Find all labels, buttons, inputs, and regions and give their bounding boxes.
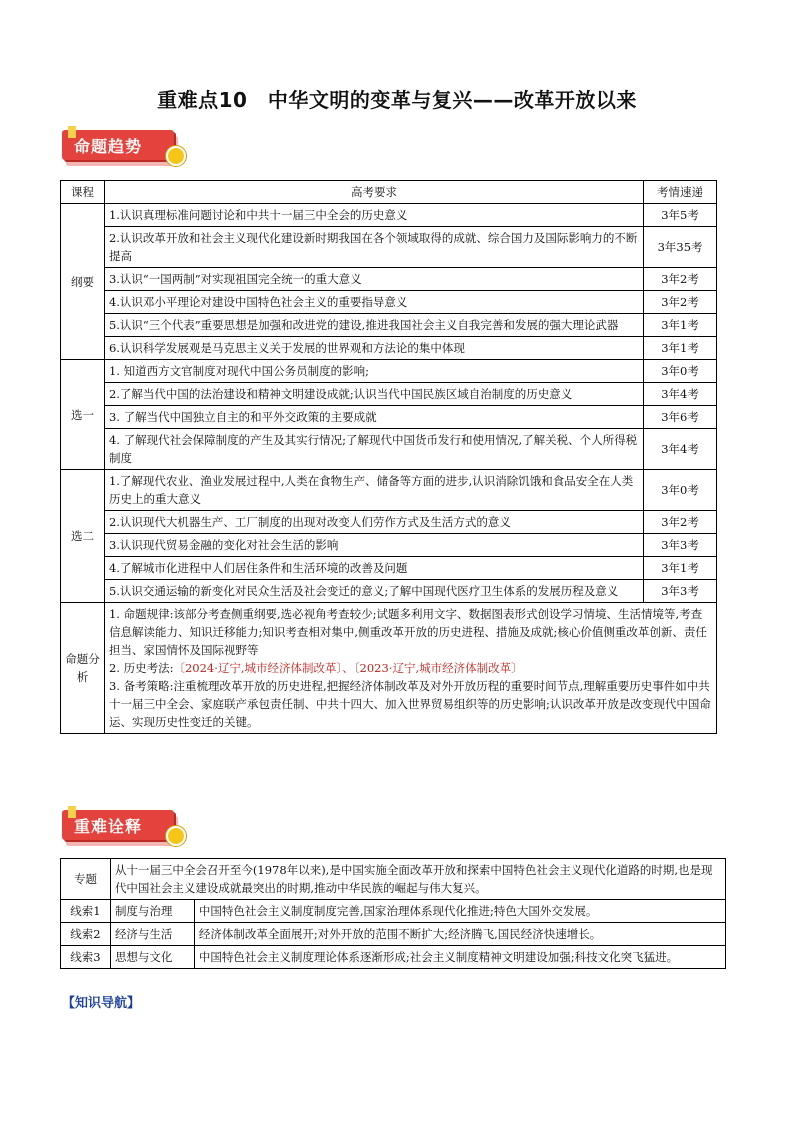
header-count: 考情速递	[644, 181, 717, 204]
analysis-row	[61, 603, 717, 734]
knowledge-nav-heading: 【知识导航】	[62, 996, 141, 1011]
count-cell: 3年4考	[644, 383, 717, 406]
count-cell: 3年6考	[644, 406, 717, 429]
clue-label: 线索1	[61, 900, 111, 923]
clue-row	[61, 946, 726, 969]
analysis-strategy: 3. 备考策略:注重梳理改革开放的历史进程,把握经济体制改革及对外开放历程的重要时间节点,理解重要历史事件如中共十一届三中全会、家庭联产承包责任制、中共十四大、加入世界贸易组织等的历史影响;认识改革开放是改变现代中国命运、实现历史性变迁的关键。	[108, 679, 711, 729]
section-banner-trend	[62, 128, 190, 168]
section-label: 重难诠释	[74, 817, 143, 836]
analysis-method	[109, 659, 712, 677]
topic-text: 从十一届三中全会召开至今(1978年以来),是中国实施全面改革开放和探索中国特色社会主义现代化道路的时期,也是现代中国社会主义建设成就最突出的时期,推动中华民族的崛起与伟大复兴。	[110, 859, 725, 900]
count-cell: 3年35考	[644, 227, 717, 268]
count-cell: 3年2考	[644, 268, 717, 291]
requirement-cell: 6.认识科学发展观是马克思主义关于发展的世界观和方法论的集中体现	[104, 337, 643, 360]
table-header-row	[61, 181, 717, 204]
table-row	[61, 470, 717, 511]
table-row	[61, 227, 717, 268]
requirement-cell: 2.了解当代中国的法治建设和精神文明建设成就;认识当代中国民族区域自治制度的历史意义	[104, 383, 643, 406]
requirement-cell: 1. 知道西方文官制度对现代中国公务员制度的影响;	[104, 360, 643, 383]
circle-badge-icon	[166, 146, 186, 166]
count-cell: 3年4考	[644, 429, 717, 470]
group-label: 纲要	[61, 204, 105, 360]
clue-name: 制度与治理	[110, 900, 194, 923]
requirement-cell: 4. 了解现代社会保障制度的产生及其实行情况;了解现代中国货币发行和使用情况,了解关税、个人所得税制度	[104, 429, 643, 470]
analysis-method-highlight: 〔2024·辽宁,城市经济体制改革〕、〔2023·辽宁,城市经济体制改革〕	[173, 661, 523, 675]
requirement-cell: 2.认识改革开放和社会主义现代化建设新时期我国在各个领域取得的成就、综合国力及国际影响力的不断提高	[104, 227, 643, 268]
requirement-cell: 4.认识邓小平理论对建设中国特色社会主义的重要指导意义	[104, 291, 643, 314]
clue-text: 中国特色社会主义制度理论体系逐渐形成;社会主义制度精神文明建设加强;科技文化突飞猛进。	[194, 946, 725, 969]
table-row	[61, 511, 717, 534]
analysis-method-label: 2. 历史考法:	[108, 661, 174, 675]
count-cell: 3年3考	[644, 580, 717, 603]
table-row	[61, 383, 717, 406]
requirement-cell: 3. 了解当代中国独立自主的和平外交政策的主要成就	[104, 406, 643, 429]
table-row	[61, 291, 717, 314]
header-course: 课程	[61, 181, 105, 204]
table-row	[61, 268, 717, 291]
requirement-cell: 5.认识“三个代表”重要思想是加强和改进党的建设,推进我国社会主义自我完善和发展的强大理论武器	[104, 314, 643, 337]
topic-row	[61, 859, 726, 900]
count-cell: 3年1考	[644, 557, 717, 580]
table-row	[61, 557, 717, 580]
count-cell: 3年1考	[644, 337, 717, 360]
table-row	[61, 406, 717, 429]
clue-row	[61, 923, 726, 946]
topic-table	[60, 858, 726, 969]
clue-label: 线索2	[61, 923, 111, 946]
table-row	[61, 429, 717, 470]
table-row	[61, 204, 717, 227]
requirement-cell: 5.认识交通运输的新变化对民众生活及社会变迁的意义;了解中国现代医疗卫生体系的发展历程及意义	[104, 580, 643, 603]
clue-row	[61, 900, 726, 923]
analysis-label: 命题分析	[61, 603, 105, 734]
table-row	[61, 534, 717, 557]
clue-text: 中国特色社会主义制度制度完善,国家治理体系现代化推进;特色大国外交发展。	[194, 900, 725, 923]
count-cell: 3年2考	[644, 291, 717, 314]
count-cell: 3年5考	[644, 204, 717, 227]
clue-name: 思想与文化	[110, 946, 194, 969]
circle-badge-icon	[166, 826, 186, 846]
clue-label: 线索3	[61, 946, 111, 969]
requirement-cell: 3.认识现代贸易金融的变化对社会生活的影响	[104, 534, 643, 557]
trend-table	[60, 180, 717, 734]
count-cell: 3年1考	[644, 314, 717, 337]
count-cell: 3年0考	[644, 360, 717, 383]
requirement-cell: 1.了解现代农业、渔业发展过程中,人类在食物生产、储备等方面的进步,认识消除饥饿和食品安全在人类历史上的重大意义	[104, 470, 643, 511]
analysis-content	[104, 603, 716, 734]
clue-name: 经济与生活	[110, 923, 194, 946]
count-cell: 3年3考	[644, 534, 717, 557]
requirement-cell: 3.认识“一国两制”对实现祖国完全统一的重大意义	[104, 268, 643, 291]
section-label: 命题趋势	[74, 137, 143, 156]
count-cell: 3年0考	[644, 470, 717, 511]
group-label: 选一	[61, 360, 105, 470]
section-banner-key-points	[62, 808, 190, 848]
topic-label: 专题	[61, 859, 111, 900]
table-row	[61, 580, 717, 603]
analysis-rule: 1. 命题规律:该部分考查侧重纲要,选必视角考查较少;试题多利用文字、数据图表形式创设学习情境、生活情境等,考查信息解读能力、知识迁移能力;知识考查相对集中,侧重改革开放的历史进程、措施及成就;核心价值侧重改革创新、责任担当、家国情怀及国际视野等	[108, 607, 707, 657]
requirement-cell: 2.认识现代大机器生产、工厂制度的出现对改变人们劳作方式及生活方式的意义	[104, 511, 643, 534]
table-row	[61, 337, 717, 360]
requirement-cell: 4.了解城市化进程中人们居住条件和生活环境的改善及问题	[104, 557, 643, 580]
header-requirement: 高考要求	[104, 181, 643, 204]
clue-text: 经济体制改革全面展开;对外开放的范围不断扩大;经济腾飞,国民经济快速增长。	[194, 923, 725, 946]
requirement-cell: 1.认识真理标准问题讨论和中共十一届三中全会的历史意义	[104, 204, 643, 227]
table-row	[61, 360, 717, 383]
group-label: 选二	[61, 470, 105, 603]
page-title: 重难点10 中华文明的变革与复兴——改革开放以来	[157, 88, 637, 112]
table-row	[61, 314, 717, 337]
count-cell: 3年2考	[644, 511, 717, 534]
